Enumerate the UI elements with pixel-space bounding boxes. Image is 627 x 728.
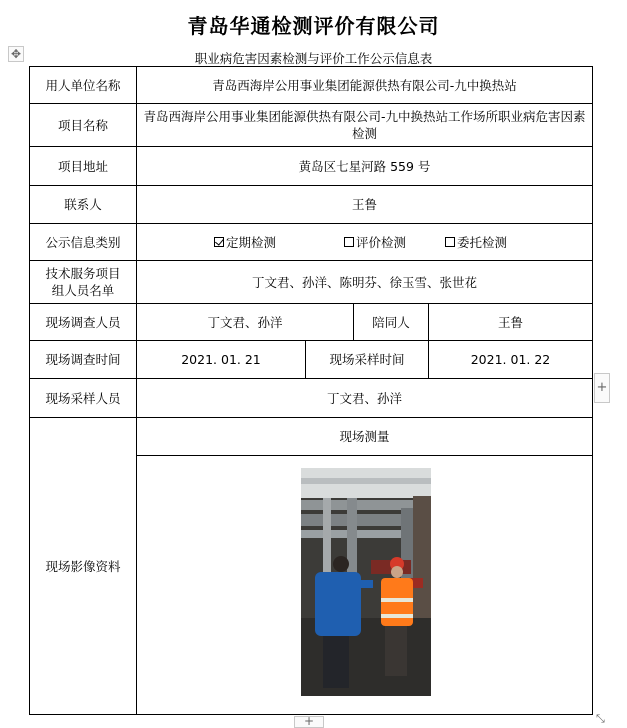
option-evaluation[interactable]	[344, 234, 406, 251]
add-row-icon[interactable]: +	[294, 716, 324, 728]
sampling-time-value: 2021. 01. 22	[428, 340, 593, 379]
project-label: 项目名称	[29, 103, 137, 147]
employer-label: 用人单位名称	[29, 66, 137, 104]
site-photo-illustration	[301, 468, 431, 696]
checkbox-empty-icon[interactable]	[344, 237, 354, 247]
site-photo	[301, 468, 431, 696]
option-evaluation-label: 评价检测	[356, 234, 407, 250]
add-column-icon[interactable]: +	[594, 373, 610, 403]
option-commissioned[interactable]	[445, 234, 507, 251]
category-label: 公示信息类别	[29, 223, 137, 261]
checkbox-checked-icon[interactable]	[214, 237, 224, 247]
survey-time-label: 现场调查时间	[29, 340, 137, 379]
table-move-icon[interactable]: ✥	[8, 46, 24, 62]
category-options	[136, 223, 593, 261]
team-value: 丁文君、孙洋、陈明芬、徐玉雪、张世花	[136, 260, 593, 304]
survey-staff-value: 丁文君、孙洋	[136, 303, 354, 341]
companion-label: 陪同人	[353, 303, 429, 341]
contact-value: 王鲁	[136, 185, 593, 224]
team-label: 技术服务项目组人员名单	[29, 260, 137, 304]
address-value: 黄岛区七星河路 559 号	[136, 146, 593, 186]
company-title: 青岛华通检测评价有限公司	[187, 14, 440, 38]
employer-value: 青岛西海岸公用事业集团能源供热有限公司-九中换热站	[136, 66, 593, 104]
form-subtitle: 职业病危害因素检测与评价工作公示信息表	[194, 51, 433, 66]
option-commissioned-label: 委托检测	[457, 234, 508, 250]
companion-value: 王鲁	[428, 303, 593, 341]
sampling-staff-label: 现场采样人员	[29, 378, 137, 418]
contact-label: 联系人	[29, 185, 137, 224]
survey-staff-label: 现场调查人员	[29, 303, 137, 341]
sampling-staff-value: 丁文君、孙洋	[136, 378, 593, 418]
address-label: 项目地址	[29, 146, 137, 186]
project-value: 青岛西海岸公用事业集团能源供热有限公司-九中换热站工作场所职业病危害因素检测	[136, 103, 593, 147]
checkbox-empty-icon[interactable]	[445, 237, 455, 247]
option-periodic[interactable]	[214, 234, 276, 251]
images-label: 现场影像资料	[29, 417, 137, 715]
survey-time-value: 2021. 01. 21	[136, 340, 306, 379]
sampling-time-label: 现场采样时间	[305, 340, 429, 379]
resize-icon[interactable]: ⤡	[596, 712, 605, 725]
images-caption: 现场测量	[136, 417, 593, 456]
option-periodic-label: 定期检测	[226, 234, 277, 250]
